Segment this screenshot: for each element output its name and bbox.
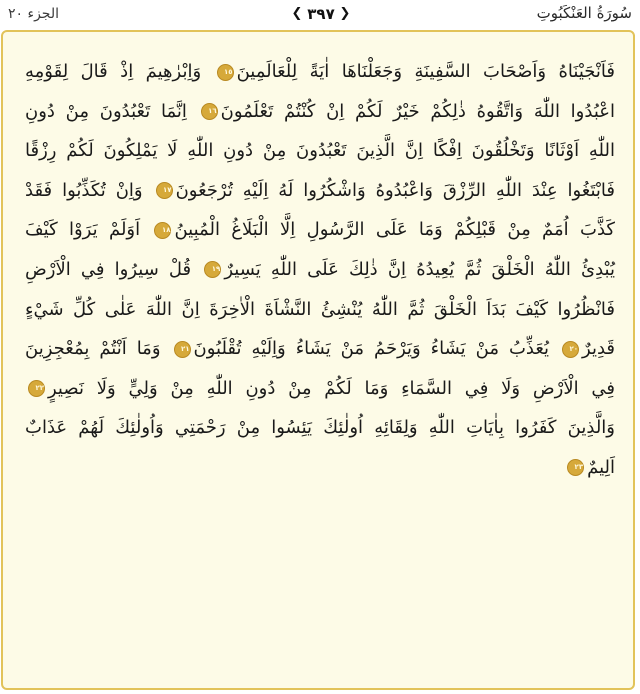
quran-text (25, 52, 615, 488)
verse-text: قُلْ سِيرُوا فِي الْاَرْضِ فَانْظُرُوا كَيْفَ بَدَاَ الْخَلْقَ ثُمَّ اللّٰهُ يُنْشِئُ النَّشْاَةَ الْاٰخِرَةَ اِنَّ اللّٰهَ عَلٰى كُلِّ شَيْءٍ قَدِيرٌ (25, 258, 616, 360)
verse-end-marker: ٢١ (174, 341, 191, 358)
chevron-right-icon[interactable]: ❯ (339, 6, 351, 21)
verse-text: وَاِبْرٰهِيمَ اِذْ قَالَ لِقَوْمِهِ اعْبُدُوا اللّٰهَ وَاتَّقُوهُ ذٰلِكُمْ خَيْرٌ لَكُمْ اِنْ كُنْتُمْ تَعْلَمُونَ (25, 61, 615, 122)
verse-text: فَاَنْجَيْنَاهُ وَاَصْحَابَ السَّفِينَةِ وَجَعَلْنَاهَا اٰيَةً لِلْعَالَمِينَ (236, 61, 615, 82)
page-number: ٣٩٧ (307, 5, 335, 23)
chevron-left-icon[interactable]: ❮ (291, 6, 303, 21)
verse-text: يُعَذِّبُ مَنْ يَشَاءُ وَيَرْحَمُ مَنْ يَشَاءُ وَاِلَيْهِ تُقْلَبُونَ (193, 338, 550, 360)
verse-text: اِنَّمَا تَعْبُدُونَ مِنْ دُونِ اللّٰهِ اَوْثَانًا وَتَخْلُقُونَ اِفْكًا اِنَّ الَّذِينَ تَعْبُدُونَ مِنْ دُونِ اللّٰهِ لَا يَمْلِكُونَ لَكُمْ رِزْقًا فَابْتَغُوا عِنْدَ اللّٰهِ الرِّزْقَ وَاعْبُدُوهُ وَاشْكُرُوا لَهُ اِلَيْهِ تُرْجَعُونَ (25, 100, 615, 201)
quran-page-frame (1, 30, 635, 690)
verse-end-marker: ١٧ (156, 182, 173, 199)
verse-end-marker: ١٩ (204, 261, 221, 278)
surah-title: سُورَةُ العَنْكَبُوتِ (536, 4, 632, 22)
verse-text: وَاِنْ تُكَذِّبُوا فَقَدْ كَذَّبَ اُمَمٌ مِنْ قَبْلِكُمْ وَمَا عَلَى الرَّسُولِ اِلَّا الْبَلَاغُ الْمُبِينُ (25, 179, 615, 241)
verse-text: اَوَلَمْ يَرَوْا كَيْفَ يُبْدِئُ اللّٰهُ الْخَلْقَ ثُمَّ يُعِيدُهُ اِنَّ ذٰلِكَ عَلَى اللّٰهِ يَسِيرٌ (25, 219, 615, 280)
verse-end-marker: ٢٣ (567, 459, 584, 476)
verse-end-marker: ١٦ (201, 103, 218, 120)
verse-end-marker: ٢٢ (28, 380, 45, 397)
verse-end-marker: ١٨ (154, 222, 171, 239)
verse-end-marker: ١٥ (217, 64, 234, 81)
verse-text: وَالَّذِينَ كَفَرُوا بِاٰيَاتِ اللّٰهِ وَلِقَائِهِ اُولٰئِكَ يَئِسُوا مِنْ رَحْمَتِي وَاُولٰئِكَ لَهُمْ عَذَابٌ اَلِيمٌ (25, 417, 615, 478)
page-navigator (290, 2, 352, 26)
verse (171, 338, 550, 359)
top-bar (0, 0, 640, 28)
verse (214, 61, 615, 82)
verse-end-marker: ٢٠ (562, 341, 579, 358)
juz-label: الجزء ٢٠ (8, 6, 59, 22)
verse (25, 417, 615, 478)
verse-text: وَمَا اَنْتُمْ بِمُعْجِزِينَ فِي الْاَرْضِ وَلَا فِي السَّمَاءِ وَمَا لَكُمْ مِنْ دُونِ اللّٰهِ مِنْ وَلِيٍّ وَلَا نَصِيرٍ (25, 338, 615, 399)
